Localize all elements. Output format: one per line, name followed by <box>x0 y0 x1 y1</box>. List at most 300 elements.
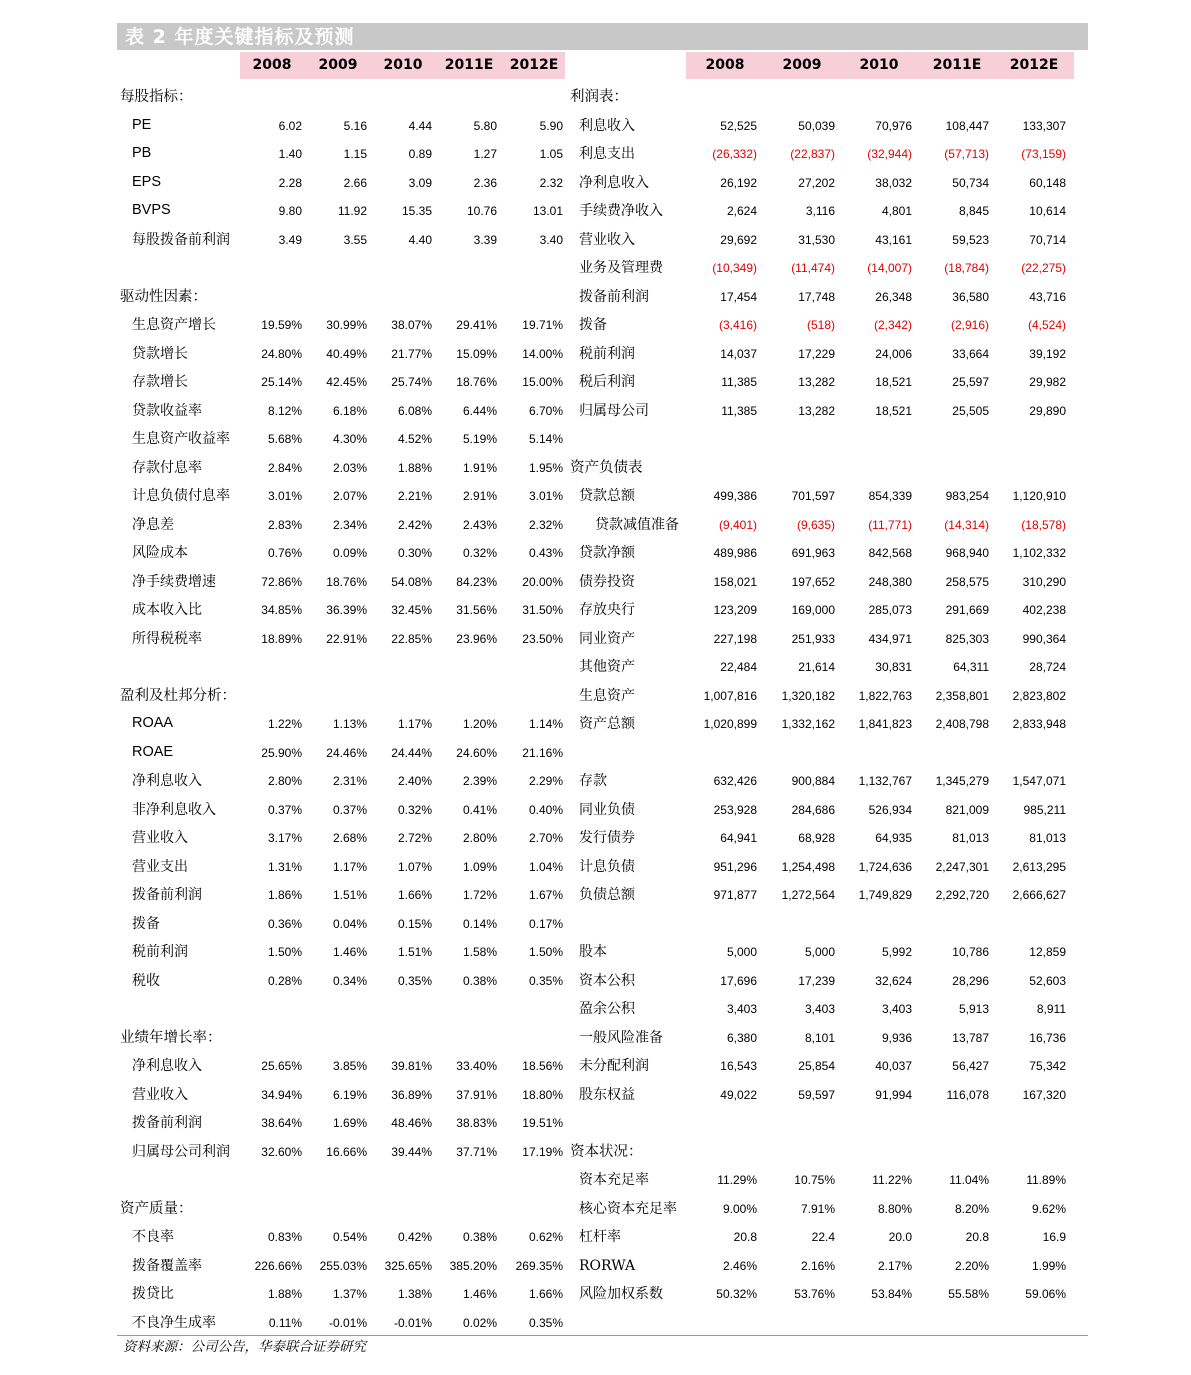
cell-value: 1.09% <box>462 859 497 874</box>
cell-value: 1.46% <box>462 1287 497 1301</box>
cell-value: 0.62% <box>528 1230 563 1244</box>
cell-value: 17,696 <box>720 973 757 988</box>
cell-value: 4.30% <box>332 432 367 446</box>
cell-value: 0.83% <box>267 1230 302 1244</box>
cell-value: 50,039 <box>798 118 835 133</box>
section-heading: 驱动性因素： <box>120 288 207 305</box>
cell-value: 1.37% <box>332 1287 367 1301</box>
cell-value: 3.39 <box>473 232 497 247</box>
cell-value: 25,597 <box>952 375 989 389</box>
cell-value: 169,000 <box>791 603 835 617</box>
cell-value: (26,332) <box>712 147 757 161</box>
cell-value: 53.76% <box>794 1287 835 1301</box>
cell-value: 49,022 <box>720 1087 757 1102</box>
cell-value: 4.52% <box>397 432 432 446</box>
section-heading: 资产质量： <box>120 1200 193 1217</box>
spacer-row <box>567 738 1073 767</box>
table-row <box>567 595 1073 624</box>
cell-value: 20.00% <box>522 574 563 589</box>
row-label: ROAA <box>132 715 174 731</box>
year-header-5: 2012E <box>1009 57 1059 73</box>
table-row <box>567 282 1073 311</box>
cell-value: 0.54% <box>332 1230 367 1244</box>
cell-value: 36.89% <box>391 1087 432 1102</box>
table-row <box>567 766 1073 795</box>
cell-value: 15.09% <box>456 346 497 361</box>
table-row <box>117 738 567 767</box>
cell-value: (57,713) <box>944 147 989 161</box>
cell-value: 30,831 <box>875 660 912 674</box>
cell-value: 8,101 <box>804 1030 835 1045</box>
table-row <box>117 168 567 197</box>
cell-value: 6.44% <box>462 403 497 418</box>
cell-value: 27,202 <box>798 175 835 190</box>
cell-value: 1,272,564 <box>781 888 835 902</box>
cell-value: 1.86% <box>267 888 302 902</box>
table-row <box>567 966 1073 995</box>
cell-value: 226.66% <box>254 1258 302 1273</box>
cell-value: 37.71% <box>456 1144 497 1159</box>
row-label: 未分配利润 <box>579 1058 649 1074</box>
cell-value: 59,597 <box>798 1087 835 1102</box>
table-row <box>567 139 1073 168</box>
cell-value: 2.03% <box>332 460 367 475</box>
cell-value: 64,935 <box>875 831 912 845</box>
cell-value: 2,292,720 <box>935 888 989 902</box>
cell-value: 15.35 <box>401 204 432 218</box>
row-label: 业务及管理费 <box>579 260 663 276</box>
cell-value: 248,380 <box>868 574 912 589</box>
cell-value: 2.83% <box>267 517 302 532</box>
cell-value: 0.37% <box>332 802 367 817</box>
cell-value: (2,916) <box>950 318 989 332</box>
cell-value: 0.43% <box>528 546 563 560</box>
cell-value: 1.88% <box>397 460 432 475</box>
cell-value: 1.50% <box>267 945 302 959</box>
cell-value: 1.50% <box>528 945 563 959</box>
cell-value: 33.40% <box>456 1059 497 1073</box>
cell-value: 5.90 <box>539 118 563 133</box>
table-row <box>567 1251 1073 1280</box>
cell-value: 1,132,767 <box>858 774 912 788</box>
cell-value: 38.83% <box>456 1116 497 1130</box>
cell-value: (73,159) <box>1021 147 1066 161</box>
row-label: 存放央行 <box>579 602 635 618</box>
cell-value: 971,877 <box>713 888 757 902</box>
cell-value: 50.32% <box>716 1287 757 1301</box>
cell-value: 251,933 <box>791 631 835 646</box>
spacer-row <box>117 652 567 681</box>
cell-value: 0.89 <box>408 147 432 161</box>
table-row <box>117 880 567 909</box>
cell-value: 197,652 <box>791 574 835 589</box>
year-header-1: 2008 <box>252 57 292 73</box>
cell-value: (518) <box>806 318 835 332</box>
cell-value: 2.29% <box>528 774 563 788</box>
section-heading-row <box>117 1194 567 1223</box>
cell-value: 29,692 <box>720 232 757 247</box>
cell-value: 18.80% <box>522 1087 563 1102</box>
cell-value: 11.04% <box>949 1173 989 1187</box>
cell-value: 25.65% <box>261 1059 302 1073</box>
cell-value: 1.58% <box>462 945 497 959</box>
cell-value: 24.46% <box>326 745 367 760</box>
row-label: 存款付息率 <box>132 459 202 476</box>
cell-value: 2.21% <box>397 489 432 503</box>
cell-value: 2.43% <box>462 517 497 532</box>
cell-value: 2.28 <box>278 175 302 190</box>
cell-value: 11.22% <box>872 1173 912 1187</box>
cell-value: 951,296 <box>713 859 757 874</box>
cell-value: (18,578) <box>1021 517 1066 532</box>
cell-value: 2.72% <box>397 831 432 845</box>
table-row <box>567 937 1073 966</box>
cell-value: 6.08% <box>397 403 432 418</box>
cell-value: 1,120,910 <box>1012 489 1066 503</box>
cell-value: 9,936 <box>881 1030 912 1045</box>
cell-value: 900,884 <box>791 774 835 788</box>
cell-value: 1,320,182 <box>781 688 835 703</box>
cell-value: 2.40% <box>397 774 432 788</box>
cell-value: 64,311 <box>953 660 989 674</box>
cell-value: 5,913 <box>958 1002 989 1016</box>
cell-value: 0.17% <box>528 916 563 931</box>
cell-value: 0.11% <box>268 1315 302 1330</box>
cell-value: 29,890 <box>1029 403 1066 418</box>
cell-value: 3.40 <box>539 232 563 247</box>
cell-value: (4,524) <box>1027 318 1066 332</box>
cell-value: 3,403 <box>726 1002 757 1016</box>
cell-value: 2.84% <box>267 460 302 475</box>
cell-value: 0.35% <box>528 973 563 988</box>
cell-value: 5.19% <box>462 432 497 446</box>
table-row <box>567 1194 1073 1223</box>
cell-value: 1,332,162 <box>781 717 835 731</box>
cell-value: 43,161 <box>875 232 912 247</box>
row-label: 股东权益 <box>579 1086 635 1103</box>
cell-value: 17,454 <box>720 289 757 304</box>
cell-value: 70,714 <box>1029 232 1066 247</box>
cell-value: 38.64% <box>261 1116 302 1130</box>
row-label: 拨备 <box>132 915 160 932</box>
cell-value: 0.32% <box>397 802 432 817</box>
row-label: 拨备 <box>579 317 607 333</box>
table-row <box>567 1051 1073 1080</box>
cell-value: 0.76% <box>267 546 302 560</box>
year-header-1: 2008 <box>705 57 745 73</box>
table-row <box>117 1051 567 1080</box>
row-label: 归属母公司利润 <box>132 1143 230 1160</box>
table-row <box>567 510 1073 539</box>
row-label: 存款 <box>579 773 607 789</box>
cell-value: 40,037 <box>875 1059 912 1073</box>
table-row <box>567 823 1073 852</box>
cell-value: 20.0 <box>888 1230 912 1244</box>
cell-value: 5.16 <box>343 118 367 133</box>
row-label: 所得税税率 <box>132 630 202 647</box>
cell-value: 18,521 <box>875 375 912 389</box>
cell-value: 24,006 <box>875 346 912 361</box>
table-row <box>567 1222 1073 1251</box>
row-label: 股本 <box>579 944 607 960</box>
cell-value: 3.49 <box>278 232 302 247</box>
cell-value: 2.07% <box>332 489 367 503</box>
cell-value: 32.45% <box>391 603 432 617</box>
cell-value: (22,837) <box>790 147 835 161</box>
cell-value: 21.77% <box>391 346 432 361</box>
cell-value: 2.34% <box>332 517 367 532</box>
year-header-2: 2009 <box>782 57 822 73</box>
cell-value: (11,474) <box>791 261 835 275</box>
row-label: PE <box>132 116 152 133</box>
table-row <box>117 339 567 368</box>
cell-value: 53.84% <box>871 1287 912 1301</box>
row-label: 一般风险准备 <box>579 1029 663 1046</box>
cell-value: 1.15 <box>343 147 367 161</box>
row-label: 其他资产 <box>579 659 635 675</box>
cell-value: 8.12% <box>267 403 302 418</box>
row-label: RORWA <box>579 1257 636 1274</box>
cell-value: 1,020,899 <box>703 717 757 731</box>
cell-value: 269.35% <box>515 1258 563 1273</box>
cell-value: 25.74% <box>391 375 432 389</box>
cell-value: -0.01% <box>393 1315 432 1330</box>
cell-value: 1.91% <box>462 460 497 475</box>
table-row <box>117 624 567 653</box>
cell-value: 5.68% <box>267 432 302 446</box>
cell-value: 0.35% <box>528 1315 563 1330</box>
cell-value: 22,484 <box>720 660 757 674</box>
table-row <box>567 852 1073 881</box>
cell-value: 285,073 <box>868 603 912 617</box>
table-row <box>567 339 1073 368</box>
cell-value: (18,784) <box>944 261 989 275</box>
table-row <box>117 1080 567 1109</box>
cell-value: 52,525 <box>720 118 757 133</box>
cell-value: 39,192 <box>1029 346 1066 361</box>
cell-value: 968,940 <box>945 546 989 560</box>
row-label: 税后利润 <box>579 374 635 390</box>
cell-value: 72.86% <box>261 574 302 589</box>
table-row <box>567 994 1073 1023</box>
row-label: 债券投资 <box>579 573 635 590</box>
cell-value: 16.9 <box>1042 1230 1066 1244</box>
cell-value: 1.05 <box>539 147 563 161</box>
section-heading: 资产负债表 <box>570 459 643 476</box>
row-label: 资产总额 <box>579 716 635 732</box>
row-label: 税前利润 <box>132 944 188 960</box>
row-label: 净手续费增速 <box>132 573 216 590</box>
cell-value: 691,963 <box>791 546 835 560</box>
table-row <box>117 852 567 881</box>
cell-value: 9.62% <box>1031 1201 1066 1216</box>
cell-value: 3.17% <box>267 831 302 845</box>
cell-value: 1.40 <box>278 147 302 161</box>
cell-value: 0.14% <box>462 916 497 931</box>
row-label: 资本公积 <box>579 972 635 989</box>
cell-value: 825,303 <box>945 631 989 646</box>
cell-value: 2.42% <box>397 517 432 532</box>
cell-value: 56,427 <box>952 1059 989 1073</box>
row-label: 资本充足率 <box>579 1172 649 1188</box>
cell-value: 1,102,332 <box>1012 546 1066 560</box>
year-header-4: 2011E <box>444 57 494 73</box>
cell-value: 32.60% <box>261 1144 302 1159</box>
cell-value: 36.39% <box>326 603 367 617</box>
cell-value: 854,339 <box>868 489 912 503</box>
cell-value: 18,521 <box>875 403 912 418</box>
cell-value: 2.36 <box>473 175 497 190</box>
table-row <box>567 1080 1073 1109</box>
cell-value: 21.16% <box>522 745 563 760</box>
table-row <box>567 880 1073 909</box>
cell-value: 821,009 <box>945 802 989 817</box>
cell-value: 12,859 <box>1029 945 1066 959</box>
row-label: 拨备覆盖率 <box>132 1257 202 1274</box>
cell-value: 227,198 <box>713 631 757 646</box>
table-row <box>567 652 1073 681</box>
cell-value: 0.40% <box>528 802 563 817</box>
cell-value: 0.35% <box>397 973 432 988</box>
cell-value: 1.46% <box>332 945 367 959</box>
table-row <box>117 510 567 539</box>
cell-value: 25,505 <box>952 403 989 418</box>
cell-value: 0.28% <box>267 973 302 988</box>
cell-value: 116,078 <box>946 1087 989 1102</box>
table-row <box>567 168 1073 197</box>
cell-value: 2.20% <box>954 1258 989 1273</box>
cell-value: 59,523 <box>952 232 989 247</box>
cell-value: (10,349) <box>712 261 757 275</box>
cell-value: 22.85% <box>391 631 432 646</box>
table-row <box>567 709 1073 738</box>
cell-value: 23.96% <box>456 631 497 646</box>
row-label: 不良率 <box>132 1229 174 1245</box>
cell-value: 1.22% <box>267 717 302 731</box>
table-row <box>567 253 1073 282</box>
cell-value: 1.07% <box>397 859 432 874</box>
table-row <box>117 795 567 824</box>
cell-value: 434,971 <box>868 631 912 646</box>
cell-value: 1,345,279 <box>935 774 989 788</box>
cell-value: 8,845 <box>958 204 989 218</box>
table-row <box>117 396 567 425</box>
cell-value: 1.51% <box>332 888 367 902</box>
cell-value: 1.51% <box>397 945 432 959</box>
cell-value: 29.41% <box>456 318 497 332</box>
cell-value: 3.01% <box>267 489 302 503</box>
cell-value: 167,320 <box>1022 1087 1066 1102</box>
cell-value: 33,664 <box>952 346 989 361</box>
row-label: 营业支出 <box>132 858 188 875</box>
cell-value: 1.17% <box>397 717 432 731</box>
cell-value: 1.27 <box>473 147 497 161</box>
cell-value: (22,275) <box>1021 261 1066 275</box>
cell-value: 2.39% <box>462 774 497 788</box>
table-row <box>567 1023 1073 1052</box>
table-row <box>567 396 1073 425</box>
cell-value: 39.44% <box>391 1144 432 1159</box>
cell-value: 3,403 <box>881 1002 912 1016</box>
row-label: 拨备前利润 <box>579 288 649 305</box>
cell-value: 1.38% <box>397 1287 432 1301</box>
year-header-3: 2010 <box>383 57 423 73</box>
cell-value: 4.40 <box>408 232 432 247</box>
cell-value: 16,543 <box>720 1059 757 1073</box>
row-label: 计息负债 <box>579 858 635 875</box>
row-label: 利息收入 <box>579 117 635 134</box>
cell-value: 0.09% <box>332 546 367 560</box>
cell-value: 17.19% <box>522 1144 563 1159</box>
cell-value: 3.85% <box>332 1059 367 1073</box>
cell-value: 17,239 <box>798 973 835 988</box>
table-row <box>117 111 567 140</box>
cell-value: 8.20% <box>954 1201 989 1216</box>
cell-value: 32,624 <box>875 973 912 988</box>
cell-value: 17,748 <box>798 289 835 304</box>
cell-value: 253,928 <box>713 802 757 817</box>
cell-value: 55.58% <box>948 1287 989 1301</box>
row-label: 税收 <box>132 972 160 989</box>
row-label: PB <box>132 145 152 161</box>
cell-value: 10.75% <box>794 1173 835 1187</box>
row-label: 营业收入 <box>579 231 635 248</box>
cell-value: 5,000 <box>804 945 835 959</box>
cell-value: (32,944) <box>867 147 912 161</box>
cell-value: 75,342 <box>1029 1059 1066 1073</box>
table-row <box>117 367 567 396</box>
cell-value: 31,530 <box>798 232 835 247</box>
cell-value: 11,385 <box>721 375 757 389</box>
row-label: 净息差 <box>132 516 174 533</box>
row-label: 每股拨备前利润 <box>132 231 230 248</box>
section-heading: 资本状况： <box>570 1143 643 1160</box>
section-heading-row <box>117 282 567 311</box>
cell-value: 20.8 <box>965 1230 989 1244</box>
row-label: ROAE <box>132 743 174 760</box>
cell-value: 68,928 <box>798 831 835 845</box>
left-panel <box>117 82 567 1336</box>
cell-value: 48.46% <box>391 1116 432 1130</box>
cell-value: 11.92 <box>337 204 367 218</box>
cell-value: 123,209 <box>713 603 757 617</box>
table-row <box>117 1108 567 1137</box>
cell-value: 1.17% <box>332 859 367 874</box>
cell-value: 2.46% <box>722 1258 757 1273</box>
table-row <box>117 937 567 966</box>
table-row <box>117 595 567 624</box>
section-heading: 每股指标： <box>120 89 193 105</box>
cell-value: 1,822,763 <box>858 688 912 703</box>
cell-value: 4.44 <box>408 118 432 133</box>
cell-value: 16,736 <box>1029 1030 1066 1045</box>
table-title: 表 2 年度关键指标及预测 <box>117 23 1088 50</box>
spacer-row <box>117 1165 567 1194</box>
cell-value: 6,380 <box>726 1030 757 1045</box>
row-label: 生息资产收益率 <box>132 431 230 447</box>
table-row <box>117 453 567 482</box>
row-label: 净利息收入 <box>132 773 202 789</box>
cell-value: 28,296 <box>952 973 989 988</box>
cell-value: 983,254 <box>945 489 989 503</box>
cell-value: 2.17% <box>877 1258 912 1273</box>
cell-value: 7.91% <box>800 1201 835 1216</box>
cell-value: 402,238 <box>1022 603 1066 617</box>
cell-value: 2,613,295 <box>1012 859 1066 874</box>
cell-value: 11.29% <box>717 1173 757 1187</box>
row-label: 非净利息收入 <box>132 801 216 818</box>
section-heading-row <box>567 82 1073 111</box>
